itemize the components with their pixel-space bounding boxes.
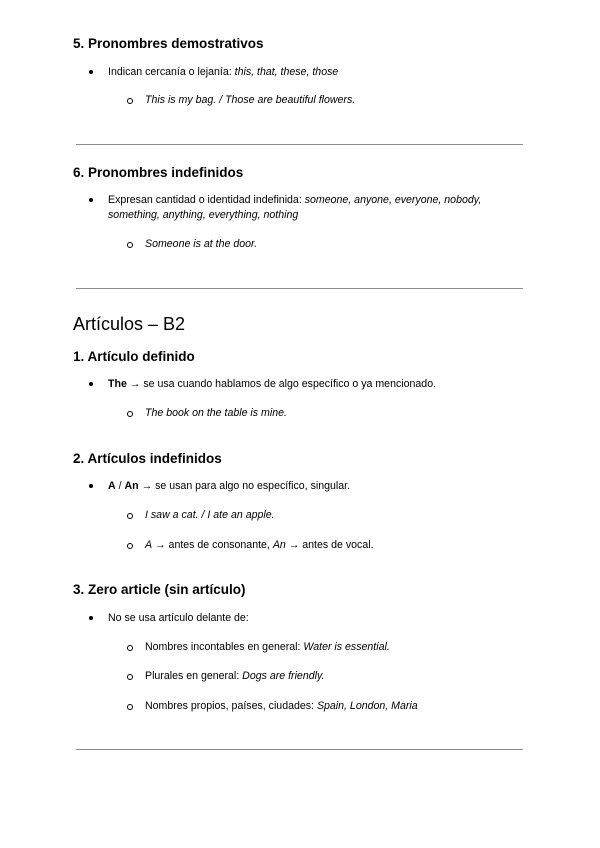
example-item	[145, 538, 374, 553]
item-bold: The	[108, 378, 127, 390]
example-item	[145, 406, 287, 421]
example-text: I saw a cat. / I ate an apple.	[145, 509, 275, 521]
section-title-indefinidos: 6. Pronombres indefinidos	[73, 165, 244, 180]
section-title-zero-article: 3. Zero article (sin artículo)	[73, 582, 246, 597]
item-italic: A	[145, 539, 153, 551]
item-italic: Spain, London, Maria	[316, 700, 418, 712]
item-text: → se usan para algo no específico, singular.	[138, 480, 351, 492]
sub-item	[145, 640, 390, 655]
section-title-demostrativos: 5. Pronombres demostrativos	[73, 36, 264, 51]
item-sep: /	[115, 480, 125, 492]
section-title-indefinidos-articulos: 2. Artículos indefinidos	[73, 451, 222, 466]
item-text: No se usa artículo delante de:	[108, 612, 249, 624]
item-text: → se usa cuando hablamos de algo específico o ya mencionado.	[126, 378, 437, 390]
item-text: → antes de consonante,	[152, 539, 273, 551]
example-text: The book on the table is mine.	[145, 407, 287, 419]
bullet-ring	[127, 699, 133, 714]
horizontal-rule	[76, 144, 523, 145]
bullet-disc	[89, 193, 93, 208]
item-text: Nombres incontables en general:	[145, 641, 304, 653]
example-item	[145, 93, 355, 108]
item-italic: Dogs are friendly.	[242, 670, 325, 682]
item-italic: Water is essential.	[303, 641, 390, 653]
heading-articulos: Artículos – B2	[73, 314, 186, 334]
bullet-disc	[89, 611, 93, 626]
item-bold: A	[108, 480, 116, 492]
item-text: Nombres propios, países, ciudades:	[145, 700, 317, 712]
bullet-disc	[89, 377, 93, 392]
list-item	[108, 479, 350, 494]
bullet-ring	[127, 406, 133, 421]
bullet-disc	[89, 479, 93, 494]
item-text: Plurales en general:	[145, 670, 243, 682]
horizontal-rule	[76, 288, 523, 289]
item-italic: An	[272, 539, 286, 551]
item-text: → antes de vocal.	[285, 539, 374, 551]
bullet-disc	[89, 65, 93, 80]
item-bold: An	[124, 480, 139, 492]
list-item	[108, 377, 436, 392]
item-text: Expresan cantidad o identidad indefinida:	[108, 194, 305, 206]
example-text: Someone is at the door.	[145, 238, 258, 250]
section-title-definido: 1. Artículo definido	[73, 349, 195, 364]
list-item	[108, 193, 508, 223]
item-text: Indican cercanía o lejanía:	[108, 66, 235, 78]
example-text: This is my bag. / Those are beautiful flowers.	[145, 94, 356, 106]
example-item	[145, 508, 275, 523]
bullet-ring	[127, 538, 133, 553]
bullet-ring	[127, 640, 133, 655]
sub-item	[145, 699, 418, 714]
bullet-ring	[127, 669, 133, 684]
item-italic: this, that, these, those	[234, 66, 339, 78]
bullet-ring	[127, 93, 133, 108]
item-italic: someone, anyone, everyone, nobody, something, anything, everything, nothing	[108, 194, 482, 221]
example-item	[145, 237, 257, 252]
sub-item	[145, 669, 324, 684]
horizontal-rule	[76, 749, 523, 750]
list-item	[108, 65, 338, 80]
bullet-ring	[127, 508, 133, 523]
bullet-ring	[127, 237, 133, 252]
list-item	[108, 611, 249, 626]
